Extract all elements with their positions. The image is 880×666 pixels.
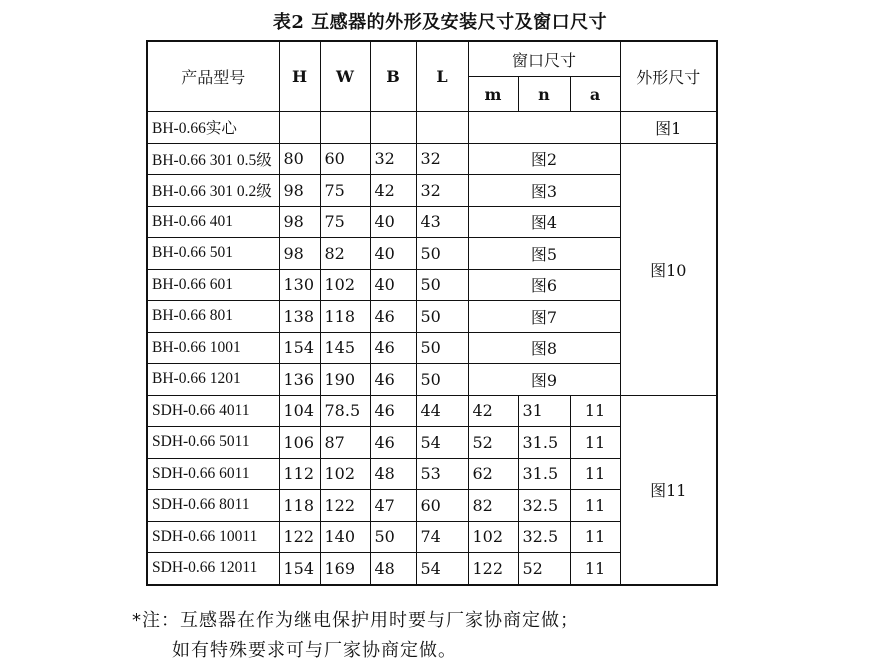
cell-L: 53 (416, 458, 468, 490)
cell-H: 98 (279, 238, 320, 270)
cell-L: 43 (416, 206, 468, 238)
header-window: 窗口尺寸 (468, 41, 620, 77)
cell-B: 48 (370, 553, 416, 585)
header-m: m (468, 77, 518, 112)
cell-H: 118 (279, 490, 320, 522)
note-line-2: 如有特殊要求可与厂家协商定做。 (172, 640, 457, 661)
cell-empty (468, 112, 620, 144)
dimension-table (146, 40, 718, 586)
cell-H: 104 (279, 395, 320, 427)
header-n: n (518, 77, 570, 112)
cell-W: 102 (320, 269, 370, 301)
cell-B: 50 (370, 521, 416, 553)
table-row-solid (147, 112, 717, 144)
cell-window-figure: 图4 (468, 206, 620, 238)
cell-m: 82 (468, 490, 518, 522)
cell-n: 31.5 (518, 458, 570, 490)
cell-window-figure: 图6 (468, 269, 620, 301)
cell-B: 40 (370, 269, 416, 301)
cell-m: 102 (468, 521, 518, 553)
cell-W: 78.5 (320, 395, 370, 427)
cell-a: 11 (570, 490, 620, 522)
cell-model: SDH-0.66 10011 (147, 521, 279, 553)
cell-H: 130 (279, 269, 320, 301)
cell-model: SDH-0.66 4011 (147, 395, 279, 427)
cell-H: 154 (279, 553, 320, 585)
cell-H: 112 (279, 458, 320, 490)
cell-H: 106 (279, 427, 320, 459)
cell-window-figure: 图5 (468, 238, 620, 270)
cell-L: 32 (416, 175, 468, 207)
cell-W: 118 (320, 301, 370, 333)
table-row (147, 395, 717, 427)
cell-H: 98 (279, 175, 320, 207)
cell-W: 122 (320, 490, 370, 522)
cell-a: 11 (570, 458, 620, 490)
cell-B: 46 (370, 364, 416, 396)
cell-W: 190 (320, 364, 370, 396)
header-B: B (370, 41, 416, 112)
header-L: L (416, 41, 468, 112)
cell-W: 169 (320, 553, 370, 585)
cell-L: 50 (416, 238, 468, 270)
cell-L: 60 (416, 490, 468, 522)
cell-model: BH-0.66实心 (147, 112, 279, 144)
cell-m: 42 (468, 395, 518, 427)
cell-L: 44 (416, 395, 468, 427)
cell-shape: 图1 (620, 112, 717, 144)
cell-window-figure: 图3 (468, 175, 620, 207)
cell-L: 50 (416, 269, 468, 301)
cell-n: 32.5 (518, 490, 570, 522)
cell-empty (370, 112, 416, 144)
cell-window-figure: 图7 (468, 301, 620, 333)
table-title: 表2 互感器的外形及安装尺寸及窗口尺寸 (272, 12, 608, 33)
cell-a: 11 (570, 521, 620, 553)
cell-model: BH-0.66 1201 (147, 364, 279, 396)
cell-W: 75 (320, 175, 370, 207)
cell-empty (320, 112, 370, 144)
cell-model: BH-0.66 601 (147, 269, 279, 301)
cell-W: 145 (320, 332, 370, 364)
header-model: 产品型号 (147, 41, 279, 112)
cell-W: 102 (320, 458, 370, 490)
cell-L: 32 (416, 143, 468, 175)
cell-B: 42 (370, 175, 416, 207)
cell-a: 11 (570, 427, 620, 459)
cell-W: 87 (320, 427, 370, 459)
cell-model: SDH-0.66 8011 (147, 490, 279, 522)
cell-B: 48 (370, 458, 416, 490)
cell-H: 98 (279, 206, 320, 238)
cell-model: BH-0.66 1001 (147, 332, 279, 364)
cell-B: 32 (370, 143, 416, 175)
cell-m: 52 (468, 427, 518, 459)
cell-n: 31 (518, 395, 570, 427)
cell-a: 11 (570, 553, 620, 585)
cell-H: 80 (279, 143, 320, 175)
cell-model: SDH-0.66 12011 (147, 553, 279, 585)
cell-shape: 图10 (620, 143, 717, 395)
cell-B: 46 (370, 332, 416, 364)
header-a: a (570, 77, 620, 112)
cell-H: 136 (279, 364, 320, 396)
cell-H: 154 (279, 332, 320, 364)
cell-B: 46 (370, 427, 416, 459)
header-W: W (320, 41, 370, 112)
cell-W: 140 (320, 521, 370, 553)
table-row (147, 143, 717, 175)
cell-model: BH-0.66 301 0.5级 (147, 143, 279, 175)
cell-L: 50 (416, 301, 468, 333)
cell-W: 60 (320, 143, 370, 175)
cell-n: 31.5 (518, 427, 570, 459)
cell-n: 52 (518, 553, 570, 585)
cell-empty (416, 112, 468, 144)
cell-model: BH-0.66 401 (147, 206, 279, 238)
cell-B: 40 (370, 238, 416, 270)
cell-L: 74 (416, 521, 468, 553)
cell-window-figure: 图9 (468, 364, 620, 396)
cell-B: 46 (370, 301, 416, 333)
cell-B: 46 (370, 395, 416, 427)
cell-H: 122 (279, 521, 320, 553)
cell-L: 50 (416, 364, 468, 396)
cell-L: 50 (416, 332, 468, 364)
header-H: H (279, 41, 320, 112)
header-row-1 (147, 41, 717, 77)
cell-W: 82 (320, 238, 370, 270)
cell-B: 40 (370, 206, 416, 238)
table-body (147, 41, 717, 585)
cell-model: BH-0.66 501 (147, 238, 279, 270)
cell-B: 47 (370, 490, 416, 522)
cell-a: 11 (570, 395, 620, 427)
cell-model: SDH-0.66 5011 (147, 427, 279, 459)
cell-L: 54 (416, 553, 468, 585)
cell-window-figure: 图2 (468, 143, 620, 175)
cell-m: 122 (468, 553, 518, 585)
cell-L: 54 (416, 427, 468, 459)
cell-n: 32.5 (518, 521, 570, 553)
cell-window-figure: 图8 (468, 332, 620, 364)
cell-model: BH-0.66 301 0.2级 (147, 175, 279, 207)
cell-W: 75 (320, 206, 370, 238)
note-line-1: *注：互感器在作为继电保护用时要与厂家协商定做； (132, 610, 579, 631)
cell-empty (279, 112, 320, 144)
cell-m: 62 (468, 458, 518, 490)
header-shape: 外形尺寸 (620, 41, 717, 112)
cell-shape: 图11 (620, 395, 717, 585)
cell-model: BH-0.66 801 (147, 301, 279, 333)
cell-model: SDH-0.66 6011 (147, 458, 279, 490)
cell-H: 138 (279, 301, 320, 333)
